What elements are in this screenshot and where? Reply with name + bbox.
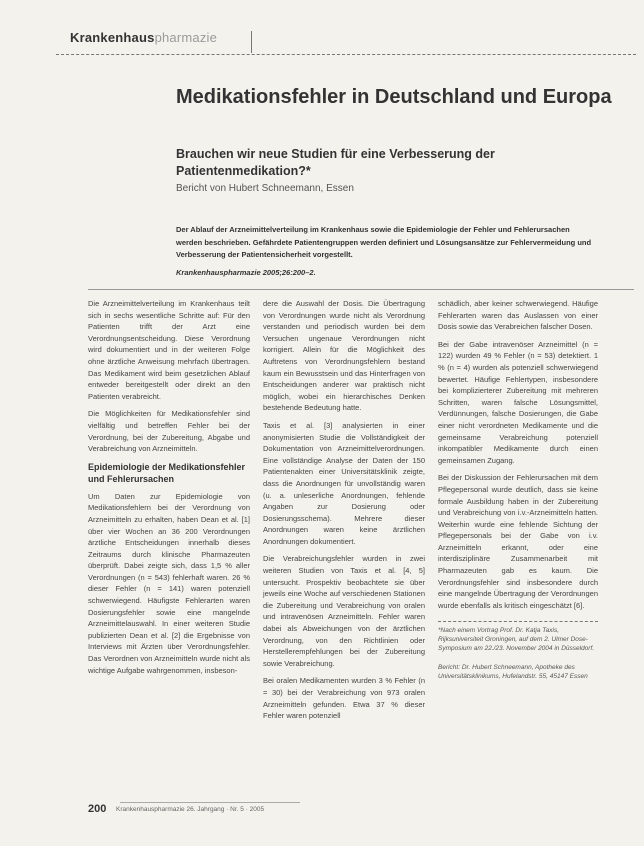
- section-title-light: pharmazie: [154, 30, 218, 45]
- paragraph: dere die Auswahl der Dosis. Die Übertragung von Verordnungen wurde nicht als Verordnung verstanden und periodisch wurden bei dem Versuchen ungenaue Verordnungen nicht korrigiert. Allein für die Möglichkeit des Auftretens von Verordnungsfehlern bestand kaum ein Bewusstsein und das Hinterfragen von Entscheidungen anderer war praktisch nicht möglich, wobei ein hierarchisches Denken bestehende Bedeutung hatte.: [263, 299, 425, 413]
- footnote-lecture: *Nach einem Vortrag Prof. Dr. Katja Taxis, Rijksuniversiteit Groningen, auf dem 2. Ulmer Dose-Symposium am 22./23. November 2004 in Düsseldorf.: [438, 621, 598, 653]
- page-number: 200: [88, 803, 107, 815]
- article-abstract: Der Ablauf der Arzneimittelverteilung im Krankenhaus sowie die Epidemiologie der Fehler und Fehlerursachen werden beschrieben. Gefährdete Patientengruppen werden definiert und Lösungsansätze zur Fehlervermeidung und Verbesserung der Patientensicherheit vorgestellt.: [176, 225, 592, 259]
- paragraph: Die Möglichkeiten für Medikationsfehler sind vielfältig und betreffen Fehler bei der Verordnung, bei der Zubereitung, Abgabe und Verabreichung von Arzneimitteln.: [88, 409, 250, 454]
- paragraph: Taxis et al. [3] analysierten in einer anonymisierten Studie die Vollständigkeit der Dokumentation von Arzneimittelverordnungen. Eine vollständige Analyse der Daten der 150 Patientenakten einer Universitätsklinik zeigte, dass die Anordnungen für unvollständig waren (u. a. unleserliche Anordnungen, fehlende Angaben zur Dosierung oder Dosierungsschema). Mehrere dieser Anordnungen waren keine ärztlichen Anordnungen dokumentiert.: [263, 420, 425, 546]
- section-title-bold: Krankenhaus: [70, 30, 155, 45]
- paragraph: Die Arzneimittelverteilung im Krankenhaus teilt sich in sechs wesentliche Schritte auf: Für den Patienten trifft der Arzt eine Verordnungsentscheidung. Diese Verordnung wird dokumentiert und in der weiteren Folge ohne ärztliche Anweisung mehrfach übertragen. Das Medikament wird beim gesetzlichen Ablauf entweder bereitgestellt oder direkt an den Patienten verabreicht.: [88, 299, 250, 401]
- article-authors: Bericht von Hubert Schneemann, Essen: [176, 183, 354, 194]
- text-column-3: [438, 298, 598, 681]
- text-column-1: [88, 298, 250, 682]
- article-subtitle: Brauchen wir neue Studien für eine Verbesserung der Patientenmedikation?*: [176, 147, 495, 178]
- text-column-2: [263, 298, 425, 728]
- header-rule: [56, 54, 636, 55]
- content-divider: [88, 289, 634, 290]
- section-heading: Epidemiologie der Medikationsfehler und Fehlerursachen: [88, 461, 246, 484]
- page-header: [0, 14, 644, 54]
- paragraph: Bei oralen Medikamenten wurden 3 % Fehler (n = 30) bei der Verabreichung von 973 oralen Arzneimitteln gefunden. Etwa 37 % dieser Fehler waren potenziell: [263, 676, 425, 721]
- journal-reference: Krankenhauspharmazie 26. Jahrgang · Nr. 5 · 2005: [116, 806, 265, 813]
- paragraph: Bei der Gabe intravenöser Arzneimittel (n = 122) wurden 49 % Fehler (n = 53) detektiert. 1 % (n = 4) wurden als potenziell schwerwiegend bewertet. Häufige Fehlertypen, insbesondere bei komplizierterer Zubereitung mit mehreren Schritten, waren falsche Lösungsmittel, Verdünnungen, falsche Dosierungen, die Gabe einer nicht verordneten Medikamente und die gemeinsame Verabreichung potenziell inkompatibler Medikamente durch einen gemeinsamen Zugang.: [438, 339, 598, 465]
- header-separator: [251, 31, 252, 53]
- paragraph: Die Verabreichungsfehler wurden in zwei weiteren Studien von Taxis et al. [4, 5] untersucht. Prospektiv beobachtete sie über jeweils eine Woche auf verschiedenen Stationen die Zubereitung und Verabreichung von oralen und intravenösen Arzneimitteln. Fehler waren dabei als Abweichungen von der ärztlichen Verordnung, von den Richtlinien oder Herstellerempfehlungen bei der Zubereitung sowie Verabreichung.: [263, 554, 425, 668]
- paragraph: Um Daten zur Epidemiologie von Medikationsfehlern bei der Verordnung von Arzneimitteln zu erhalten, haben Dean et al. [1] über vier Wochen an 36 200 Verordnungen ärztliche Entscheidungen innerhalb dieses Zeitraums durch klinische Pharmazeuten überprüft. Dabei zeigte sich, dass 1,5 % aller Verordnungen (n = 543) fehlerhaft waren. 26 % dieser Fehler (n = 141) waren potenziell schwerwiegend. Häufigste Fehlerarten waren Dosierungsfehler sowie eine mangelnde Arzneimittelauswahl. In einer weiteren Studie publizierten Dean et al. [2] die Ergebnisse von Interviews mit Ärzten über Verordnungsfehler. Das Verordnen von Arzneimitteln wurde nicht als wichtige Aufgabe wahrgenommen, insbeson-: [88, 491, 250, 675]
- article-title: Medikationsfehler in Deutschland und Europa: [176, 86, 612, 108]
- footer-rule: [120, 802, 300, 803]
- paragraph: Bei der Diskussion der Fehlerursachen mit dem Pflegepersonal wurde deutlich, dass sie keine formale Ausbildung haben in der Zubereitung und Verabreichung von i.v.-Arzneimitteln hatten. Weiterhin wurde eine fehlende Sichtung der Pflegepersonals bei der Gabe von i.v. Arzneimitteln erkannt, oder eine interdisziplinäre Zusammenarbeit mit Pharmazeuten gab es kaum. Die Verordnungsfehler sind insbesondere durch eine mangelnde Übertragung der Verordnungen wurde ebenfalls als kritisch eingeschätzt [6].: [438, 473, 598, 610]
- article-citation: Krankenhauspharmazie 2005;26:200–2.: [176, 268, 316, 277]
- section-title: [70, 30, 217, 45]
- footnote-author-address: Bericht: Dr. Hubert Schneemann, Apotheke des Universitätsklinikums, Hufelandstr. 55, 45147 Essen: [438, 664, 588, 681]
- paragraph: schädlich, aber keiner schwerwiegend. Häufige Fehlerarten waren das Auslassen von einer Dosis sowie das Verabreichen falscher Dosen.: [438, 299, 598, 332]
